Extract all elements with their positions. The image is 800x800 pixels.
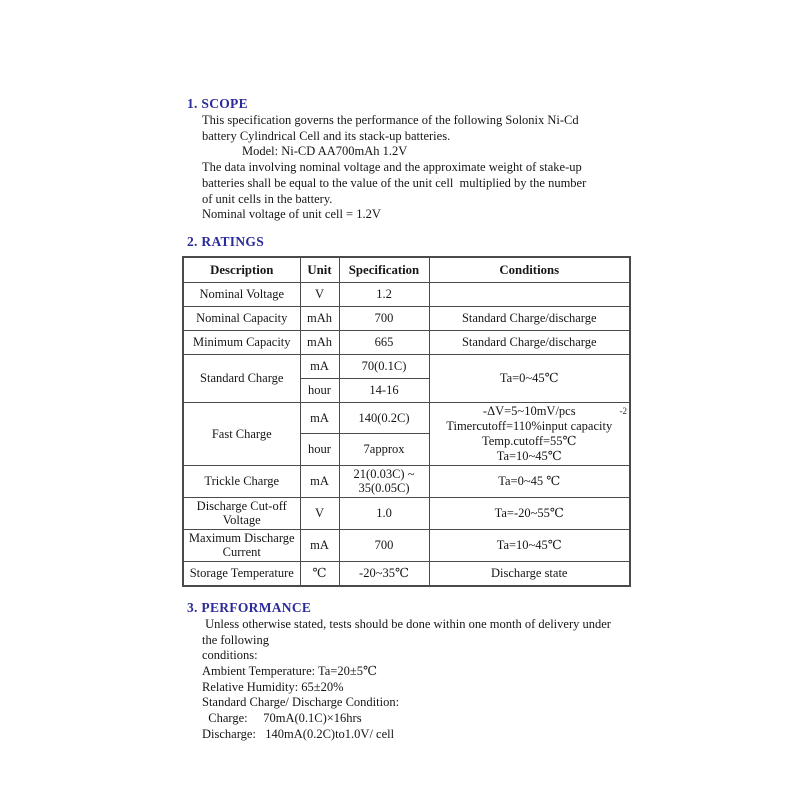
cell-description: Minimum Capacity [183, 330, 300, 354]
cell-description: Maximum Discharge Current [183, 529, 300, 561]
cell-description: Nominal Voltage [183, 282, 300, 306]
cell-spec: 14-16 [339, 378, 429, 402]
cell-unit: V [300, 282, 339, 306]
fast-charge-cond-line-4: Ta=10~45℃ [496, 448, 562, 463]
cell-conditions: Ta=0~45℃ [429, 354, 630, 402]
table-header-row [183, 257, 630, 283]
scope-model-line: Model: Ni-CD AA700mAh 1.2V [242, 144, 408, 159]
row-nominal-voltage [183, 282, 630, 306]
cell-description: Storage Temperature [183, 561, 300, 586]
scope-line-6: of unit cells in the battery. [202, 191, 333, 206]
cell-spec: 665 [339, 330, 429, 354]
cell-unit: mA [300, 402, 339, 433]
col-header-description: Description [183, 257, 300, 283]
cell-conditions: Ta=0~45 ℃ [429, 465, 630, 497]
row-storage-temperature [183, 561, 630, 586]
trickle-spec-line-1: 21(0.03C) ~ [353, 466, 415, 481]
cell-unit: mAh [300, 306, 339, 330]
cell-unit: V [300, 497, 339, 529]
scope-text-block [202, 113, 629, 223]
performance-line-3: conditions: [202, 648, 258, 663]
performance-charge-line: Charge: 70mA(0.1C)×16hrs [202, 711, 362, 726]
col-header-specification: Specification [339, 257, 429, 283]
trickle-spec-line-2: 35(0.05C) [358, 481, 410, 496]
cell-spec: 70(0.1C) [339, 354, 429, 378]
cell-spec: 700 [339, 529, 429, 561]
performance-ambient-temperature: Ambient Temperature: Ta=20±5℃ [202, 664, 377, 679]
performance-line-2: the following [202, 632, 270, 647]
scope-line-2: battery Cylindrical Cell and its stack-up batteries. [202, 128, 451, 143]
cell-conditions: Standard Charge/discharge [429, 330, 630, 354]
row-standard-charge-ma [183, 354, 630, 378]
scope-nominal-voltage-line: Nominal voltage of unit cell = 1.2V [202, 207, 381, 222]
cell-description: Nominal Capacity [183, 306, 300, 330]
cell-conditions: Ta=-20~55℃ [429, 497, 630, 529]
scope-heading: 1. SCOPE [187, 96, 248, 111]
fast-charge-cond-line-1: -ΔV=5~10mV/pcs [482, 403, 576, 418]
cell-description: Trickle Charge [183, 465, 300, 497]
performance-heading: 3. PERFORMANCE [187, 599, 312, 615]
ratings-table [182, 256, 631, 587]
cell-unit: mA [300, 465, 339, 497]
col-header-unit: Unit [300, 257, 339, 283]
cell-spec: 1.0 [339, 497, 429, 529]
cell-spec: 140(0.2C) [339, 402, 429, 433]
cell-spec [339, 465, 429, 497]
performance-charge-condition-title: Standard Charge/ Discharge Condition: [202, 695, 400, 710]
cell-unit: ℃ [300, 561, 339, 586]
cell-spec: 1.2 [339, 282, 429, 306]
cell-conditions: Discharge state [429, 561, 630, 586]
row-trickle-charge [183, 465, 630, 497]
cell-spec: -20~35℃ [339, 561, 429, 586]
row-minimum-capacity [183, 330, 630, 354]
row-discharge-cutoff [183, 497, 630, 529]
performance-line-1: Unless otherwise stated, tests should be done within one month of delivery under [202, 616, 611, 631]
cell-description: Standard Charge [183, 354, 300, 402]
cell-unit: mA [300, 354, 339, 378]
cell-conditions: Ta=10~45℃ [429, 529, 630, 561]
performance-discharge-line: Discharge: 140mA(0.2C)to1.0V/ cell [202, 726, 395, 741]
cell-unit: hour [300, 378, 339, 402]
scope-line-4: The data involving nominal voltage and the approximate weight of stake-up [202, 160, 582, 175]
col-header-conditions: Conditions [429, 257, 630, 283]
cell-description: Fast Charge [183, 402, 300, 465]
cell-unit: mA [300, 529, 339, 561]
cell-conditions [429, 402, 630, 465]
fast-charge-cond-line-2: Timercutoff=110%input capacity [446, 418, 613, 433]
performance-relative-humidity: Relative Humidity: 65±20% [202, 679, 344, 694]
ratings-heading: 2. RATINGS [187, 233, 265, 249]
row-nominal-capacity [183, 306, 630, 330]
cell-unit: mAh [300, 330, 339, 354]
cell-conditions: Standard Charge/discharge [429, 306, 630, 330]
scope-line-5: batteries shall be equal to the value of the unit cell multiplied by the number [202, 175, 587, 190]
scope-line-1: This specification governs the performance of the following Solonix Ni-Cd [202, 113, 579, 127]
row-fast-charge-ma [183, 402, 630, 433]
row-max-discharge [183, 529, 630, 561]
cell-unit: hour [300, 433, 339, 465]
performance-text-block [202, 617, 629, 743]
cell-conditions [429, 282, 630, 306]
cell-description: Discharge Cut-off Voltage [183, 497, 300, 529]
fast-charge-cond-line-3: Temp.cutoff=55℃ [481, 433, 577, 448]
cell-spec: 7approx [339, 433, 429, 465]
footnote-marker: -2 [619, 405, 627, 416]
cell-spec: 700 [339, 306, 429, 330]
document-content [182, 96, 629, 743]
